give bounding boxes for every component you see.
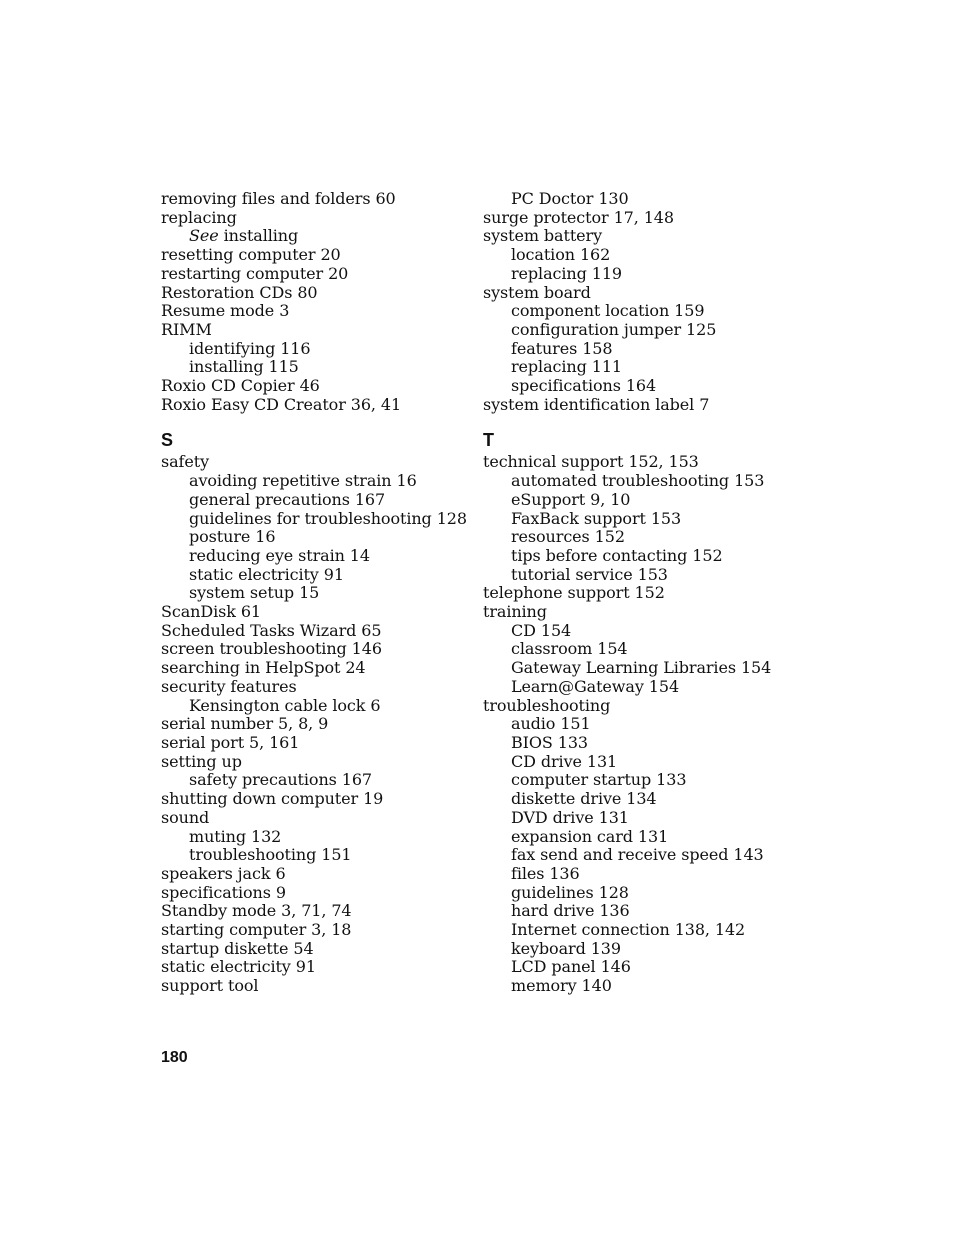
index-entry: removing files and folders 60 xyxy=(161,189,396,208)
section-heading-t: T xyxy=(483,430,494,451)
index-entry: Resume mode 3 xyxy=(161,301,290,321)
index-entry: shutting down computer 19 xyxy=(161,789,384,809)
index-subentry: general precautions 167 xyxy=(189,489,386,509)
index-subentry: muting 132 xyxy=(189,826,282,846)
index-entry: training xyxy=(483,602,547,622)
index-subentry: location 162 xyxy=(511,245,611,265)
index-subentry: installing 115 xyxy=(189,357,299,377)
index-subentry: Internet connection 138, 142 xyxy=(511,920,746,940)
index-entry: startup diskette 54 xyxy=(161,938,314,958)
index-subentry: safety precautions 167 xyxy=(189,770,373,790)
index-subentry: tutorial service 153 xyxy=(511,564,668,584)
index-subentry: PC Doctor 130 xyxy=(511,189,629,208)
index-subentry: avoiding repetitive strain 16 xyxy=(189,471,417,491)
index-entry: troubleshooting xyxy=(483,695,611,715)
index-subentry: CD drive 131 xyxy=(511,751,618,771)
index-entry: speakers jack 6 xyxy=(161,863,286,883)
index-entry: sound xyxy=(161,807,210,827)
index-entry: serial number 5, 8, 9 xyxy=(161,714,329,734)
index-entry: Roxio Easy CD Creator 36, 41 xyxy=(161,394,402,414)
index-subentry: audio 151 xyxy=(511,714,591,734)
index-entry: static electricity 91 xyxy=(161,957,316,977)
index-subentry: features 158 xyxy=(511,338,613,358)
index-subentry: memory 140 xyxy=(511,976,612,996)
index-subentry: BIOS 133 xyxy=(511,732,589,752)
index-entry: screen troubleshooting 146 xyxy=(161,639,382,659)
index-entry: replacing xyxy=(161,207,237,227)
index-subentry: replacing 111 xyxy=(511,357,622,377)
index-subentry: See installing xyxy=(189,226,299,246)
index-subentry: reducing eye strain 14 xyxy=(189,545,370,565)
index-entry: telephone support 152 xyxy=(483,583,665,603)
see-reference: See xyxy=(189,226,219,246)
index-subentry: computer startup 133 xyxy=(511,770,687,790)
index-entry: restarting computer 20 xyxy=(161,263,349,283)
index-entry: Scheduled Tasks Wizard 65 xyxy=(161,620,382,640)
page-number: 180 xyxy=(161,1049,188,1066)
index-entry: safety xyxy=(161,452,210,472)
index-subentry: keyboard 139 xyxy=(511,938,621,958)
index-subentry: automated troubleshooting 153 xyxy=(511,471,765,491)
index-subentry: resources 152 xyxy=(511,527,625,547)
index-subentry: specifications 164 xyxy=(511,376,657,396)
index-subentry: component location 159 xyxy=(511,301,705,321)
index-entry: serial port 5, 161 xyxy=(161,732,300,752)
index-subentry: hard drive 136 xyxy=(511,901,630,921)
index-subentry: static electricity 91 xyxy=(189,564,344,584)
index-entry: searching in HelpSpot 24 xyxy=(161,658,366,678)
index-subentry: Gateway Learning Libraries 154 xyxy=(511,658,772,678)
index-subentry: troubleshooting 151 xyxy=(189,845,352,865)
index-entry: surge protector 17, 148 xyxy=(483,207,674,227)
index-entry: resetting computer 20 xyxy=(161,245,341,265)
index-entry: technical support 152, 153 xyxy=(483,452,699,472)
index-entry: system board xyxy=(483,282,591,302)
index-subentry: diskette drive 134 xyxy=(511,789,657,809)
left-index-column xyxy=(161,189,467,996)
index-subentry: fax send and receive speed 143 xyxy=(511,845,764,865)
index-entry: system battery xyxy=(483,226,603,246)
index-subentry: LCD panel 146 xyxy=(511,957,631,977)
right-index-column xyxy=(483,190,783,996)
index-subentry: FaxBack support 153 xyxy=(511,508,682,528)
index-entry: system identification label 7 xyxy=(483,394,710,414)
section-heading-s: S xyxy=(161,430,174,451)
index-subentry: classroom 154 xyxy=(511,639,628,659)
index-entry: specifications 9 xyxy=(161,882,286,902)
index-subentry: identifying 116 xyxy=(189,338,311,358)
index-entry: security features xyxy=(161,676,297,696)
index-subentry: guidelines for troubleshooting 128 xyxy=(189,508,467,528)
index-entry: RIMM xyxy=(161,319,212,339)
index-entry: Restoration CDs 80 xyxy=(161,282,318,302)
index-subentry: tips before contacting 152 xyxy=(511,545,723,565)
index-subentry: posture 16 xyxy=(189,527,276,547)
index-subentry: system setup 15 xyxy=(189,583,320,603)
index-entry: Roxio CD Copier 46 xyxy=(161,376,320,396)
index-subentry: Kensington cable lock 6 xyxy=(189,695,381,715)
index-entry: support tool xyxy=(161,976,259,996)
index-subentry: configuration jumper 125 xyxy=(511,319,717,339)
index-subentry: eSupport 9, 10 xyxy=(511,489,631,509)
index-subentry: CD 154 xyxy=(511,620,572,640)
index-subentry: expansion card 131 xyxy=(511,826,669,846)
index-subentry: replacing 119 xyxy=(511,263,622,283)
index-subentry: DVD drive 131 xyxy=(511,807,629,827)
index-entry: ScanDisk 61 xyxy=(161,602,261,622)
index-entry: starting computer 3, 18 xyxy=(161,920,352,940)
index-entry: setting up xyxy=(161,751,242,771)
index-entry: Standby mode 3, 71, 74 xyxy=(161,901,352,921)
index-subentry: files 136 xyxy=(511,863,580,883)
index-subentry: Learn@Gateway 154 xyxy=(511,676,680,696)
index-subentry: guidelines 128 xyxy=(511,882,629,902)
